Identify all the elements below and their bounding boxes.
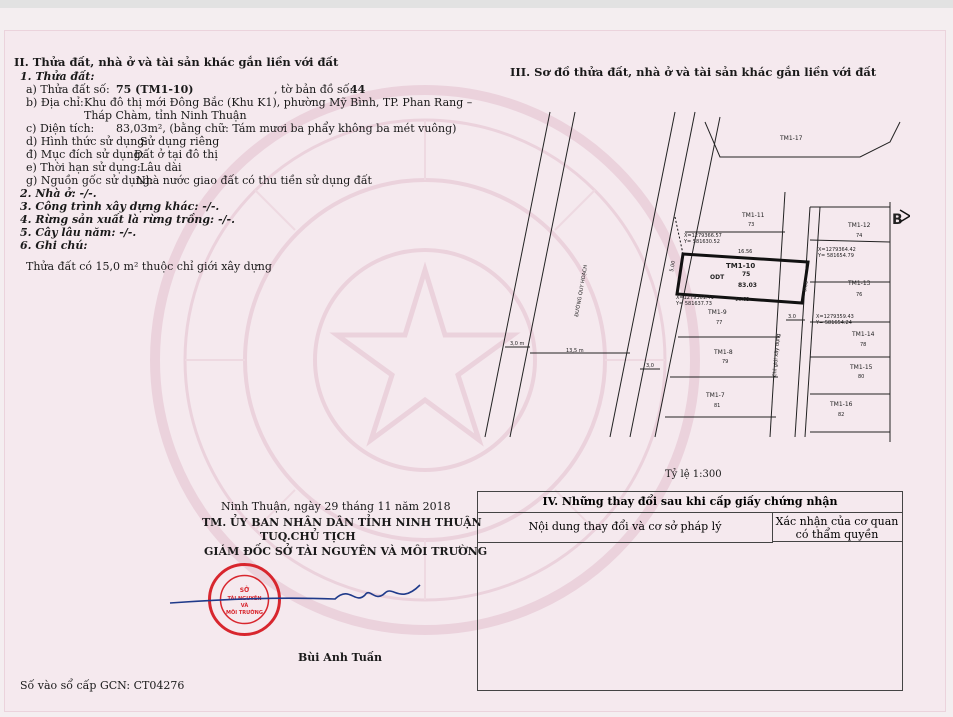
map-label-74: 74 bbox=[856, 233, 863, 239]
svg-text:SỞ: SỞ bbox=[239, 587, 250, 594]
map-label-81: 81 bbox=[714, 403, 721, 409]
usage-purpose-value: Đất ở tại đô thị bbox=[134, 148, 218, 161]
map-label-odt: ODT bbox=[710, 274, 725, 281]
notes-heading: 6. Ghi chú: bbox=[20, 239, 88, 252]
map-coord-2a: X=1279364.42 bbox=[818, 247, 856, 253]
map-coord-3a: X=1279361.41 bbox=[676, 295, 714, 301]
usage-term-label: e) Thời hạn sử dụng: bbox=[26, 161, 141, 174]
address-value-line2: Tháp Chàm, tỉnh Ninh Thuận bbox=[84, 109, 247, 122]
map-label-tm1-16: TM1-16 bbox=[830, 401, 853, 408]
map-coord-3b: Y= 581637.73 bbox=[676, 301, 712, 307]
sign-date-place: Ninh Thuận, ngày 29 tháng 11 năm 2018 bbox=[221, 500, 451, 513]
address-value-line1: Khu đô thị mới Đông Bắc (Khu K1), phường Mỹ Bình, TP. Phan Rang – bbox=[84, 96, 473, 109]
changes-table bbox=[477, 491, 903, 691]
perennial-line: 5. Cây lâu năm: -/-. bbox=[20, 226, 137, 239]
map-coord-2b: Y= 581654.79 bbox=[818, 253, 854, 259]
land-heading: 1. Thửa đất: bbox=[20, 70, 95, 83]
parcel-map bbox=[480, 82, 910, 462]
map-label-80: 80 bbox=[858, 374, 865, 380]
map-dim-16-56: 16.56 bbox=[738, 249, 753, 255]
area-label: c) Diện tích: bbox=[26, 122, 95, 135]
map-sheet-label: , tờ bản đồ số: bbox=[274, 83, 354, 96]
map-label-tm1-13: TM1-13 bbox=[848, 280, 871, 287]
map-label-tm1-8: TM1-8 bbox=[714, 349, 733, 356]
parcel-number-value: 75 (TM1-10) bbox=[116, 83, 194, 96]
map-setback-label: Chỉ giới xây dựng bbox=[772, 333, 782, 378]
map-label-tm1-12: TM1-12 bbox=[848, 222, 871, 229]
map-label-tm1-10: TM1-10 bbox=[726, 262, 756, 270]
map-coord-1a: X=1279366.57 bbox=[684, 233, 722, 239]
house-line: 2. Nhà ở: -/-. bbox=[20, 187, 97, 200]
svg-text:TÀI NGUYÊN: TÀI NGUYÊN bbox=[227, 596, 262, 602]
usage-term-value: Lâu dài bbox=[140, 161, 182, 174]
map-coord-1b: Y= 581630.52 bbox=[684, 239, 720, 245]
map-label-tm1-7: TM1-7 bbox=[706, 392, 725, 399]
map-label-79: 79 bbox=[722, 359, 729, 365]
map-label-75: 75 bbox=[742, 271, 751, 278]
forest-line: 4. Rừng sản xuất là rừng trồng: -/-. bbox=[20, 213, 235, 226]
map-coord-4a: X=1279359.43 bbox=[816, 314, 854, 320]
map-dim-5-00b: 5.00 bbox=[802, 280, 810, 293]
section-iii-title: III. Sơ đồ thửa đất, nhà ở và tài sản khác gắn liền với đất bbox=[510, 65, 877, 79]
map-dim-13-5: 13,5 m bbox=[566, 348, 584, 354]
address-label: b) Địa chỉ: bbox=[26, 96, 84, 109]
svg-text:MÔI TRƯỜNG: MÔI TRƯỜNG bbox=[226, 610, 263, 616]
construction-line: 3. Công trình xây dựng khác: -/-. bbox=[20, 200, 220, 213]
map-label-tm1-14: TM1-14 bbox=[852, 331, 875, 338]
map-label-area: 83.03 bbox=[738, 282, 757, 289]
map-dim-3-0c: 3,0 bbox=[646, 363, 654, 369]
map-label-82: 82 bbox=[838, 412, 845, 418]
section-iv-title: IV. Những thay đổi sau khi cấp giấy chứng nhận bbox=[478, 492, 902, 513]
map-road-label: ĐƯỜNG QUY HOẠCH bbox=[574, 264, 590, 318]
origin-value: Nhà nước giao đất có thu tiền sử dụng đất bbox=[136, 174, 372, 187]
section-ii-title: II. Thửa đất, nhà ở và tài sản khác gắn liền với đất bbox=[14, 55, 339, 69]
map-label-tm1-9: TM1-9 bbox=[708, 309, 727, 316]
map-north-b: B bbox=[892, 212, 903, 228]
map-sheet-value: 44 bbox=[350, 83, 366, 96]
sign-org: TM. ỦY BAN NHÂN DÂN TỈNH NINH THUẬN bbox=[202, 516, 482, 529]
usage-form-label: d) Hình thức sử dụng: bbox=[26, 135, 149, 148]
map-label-73: 73 bbox=[748, 222, 755, 228]
map-dim-3-0a: 3,0 m bbox=[510, 341, 525, 347]
confirm-line2: có thẩm quyền bbox=[795, 528, 879, 541]
changes-col-confirm bbox=[772, 512, 902, 542]
map-label-tm1-15: TM1-15 bbox=[850, 364, 873, 371]
map-label-78: 78 bbox=[860, 342, 867, 348]
map-label-tm1-17: TM1-17 bbox=[780, 135, 803, 142]
map-dim-3-0b: 3.0 bbox=[788, 314, 796, 320]
map-dim-5-00a: 5.00 bbox=[669, 260, 677, 273]
signer-name: Bùi Anh Tuấn bbox=[298, 651, 382, 664]
confirm-line1: Xác nhận của cơ quan bbox=[775, 515, 899, 528]
parcel-number-label: a) Thửa đất số: bbox=[26, 83, 110, 96]
sign-role: TUQ.CHỦ TỊCH bbox=[260, 530, 356, 543]
origin-label: g) Nguồn gốc sử dụng: bbox=[26, 174, 154, 187]
map-coord-4b: Y= 581654.24 bbox=[816, 320, 852, 326]
svg-text:VÀ: VÀ bbox=[240, 603, 249, 609]
map-label-tm1-11: TM1-11 bbox=[742, 212, 765, 219]
usage-purpose-label: đ) Mục đích sử dụng: bbox=[26, 148, 145, 161]
handwritten-signature bbox=[165, 575, 425, 620]
map-label-76: 76 bbox=[856, 292, 863, 298]
changes-col-content: Nội dung thay đổi và cơ sở pháp lý bbox=[478, 512, 773, 543]
map-label-77: 77 bbox=[716, 320, 723, 326]
registry-number: Số vào sổ cấp GCN: CT04276 bbox=[20, 679, 185, 692]
notes-text: Thửa đất có 15,0 m² thuộc chỉ giới xây dựng bbox=[26, 260, 272, 273]
map-dim-16-63: 16.63 bbox=[735, 297, 750, 303]
sign-title: GIÁM ĐỐC SỞ TÀI NGUYÊN VÀ MÔI TRƯỜNG bbox=[204, 545, 488, 558]
top-bar bbox=[0, 0, 953, 8]
area-value: 83,03m², (bằng chữ: Tám mươi ba phẩy không ba mét vuông) bbox=[116, 122, 457, 135]
map-scale: Tỷ lệ 1:300 bbox=[665, 469, 722, 480]
usage-form-value: Sử dụng riêng bbox=[140, 135, 220, 148]
